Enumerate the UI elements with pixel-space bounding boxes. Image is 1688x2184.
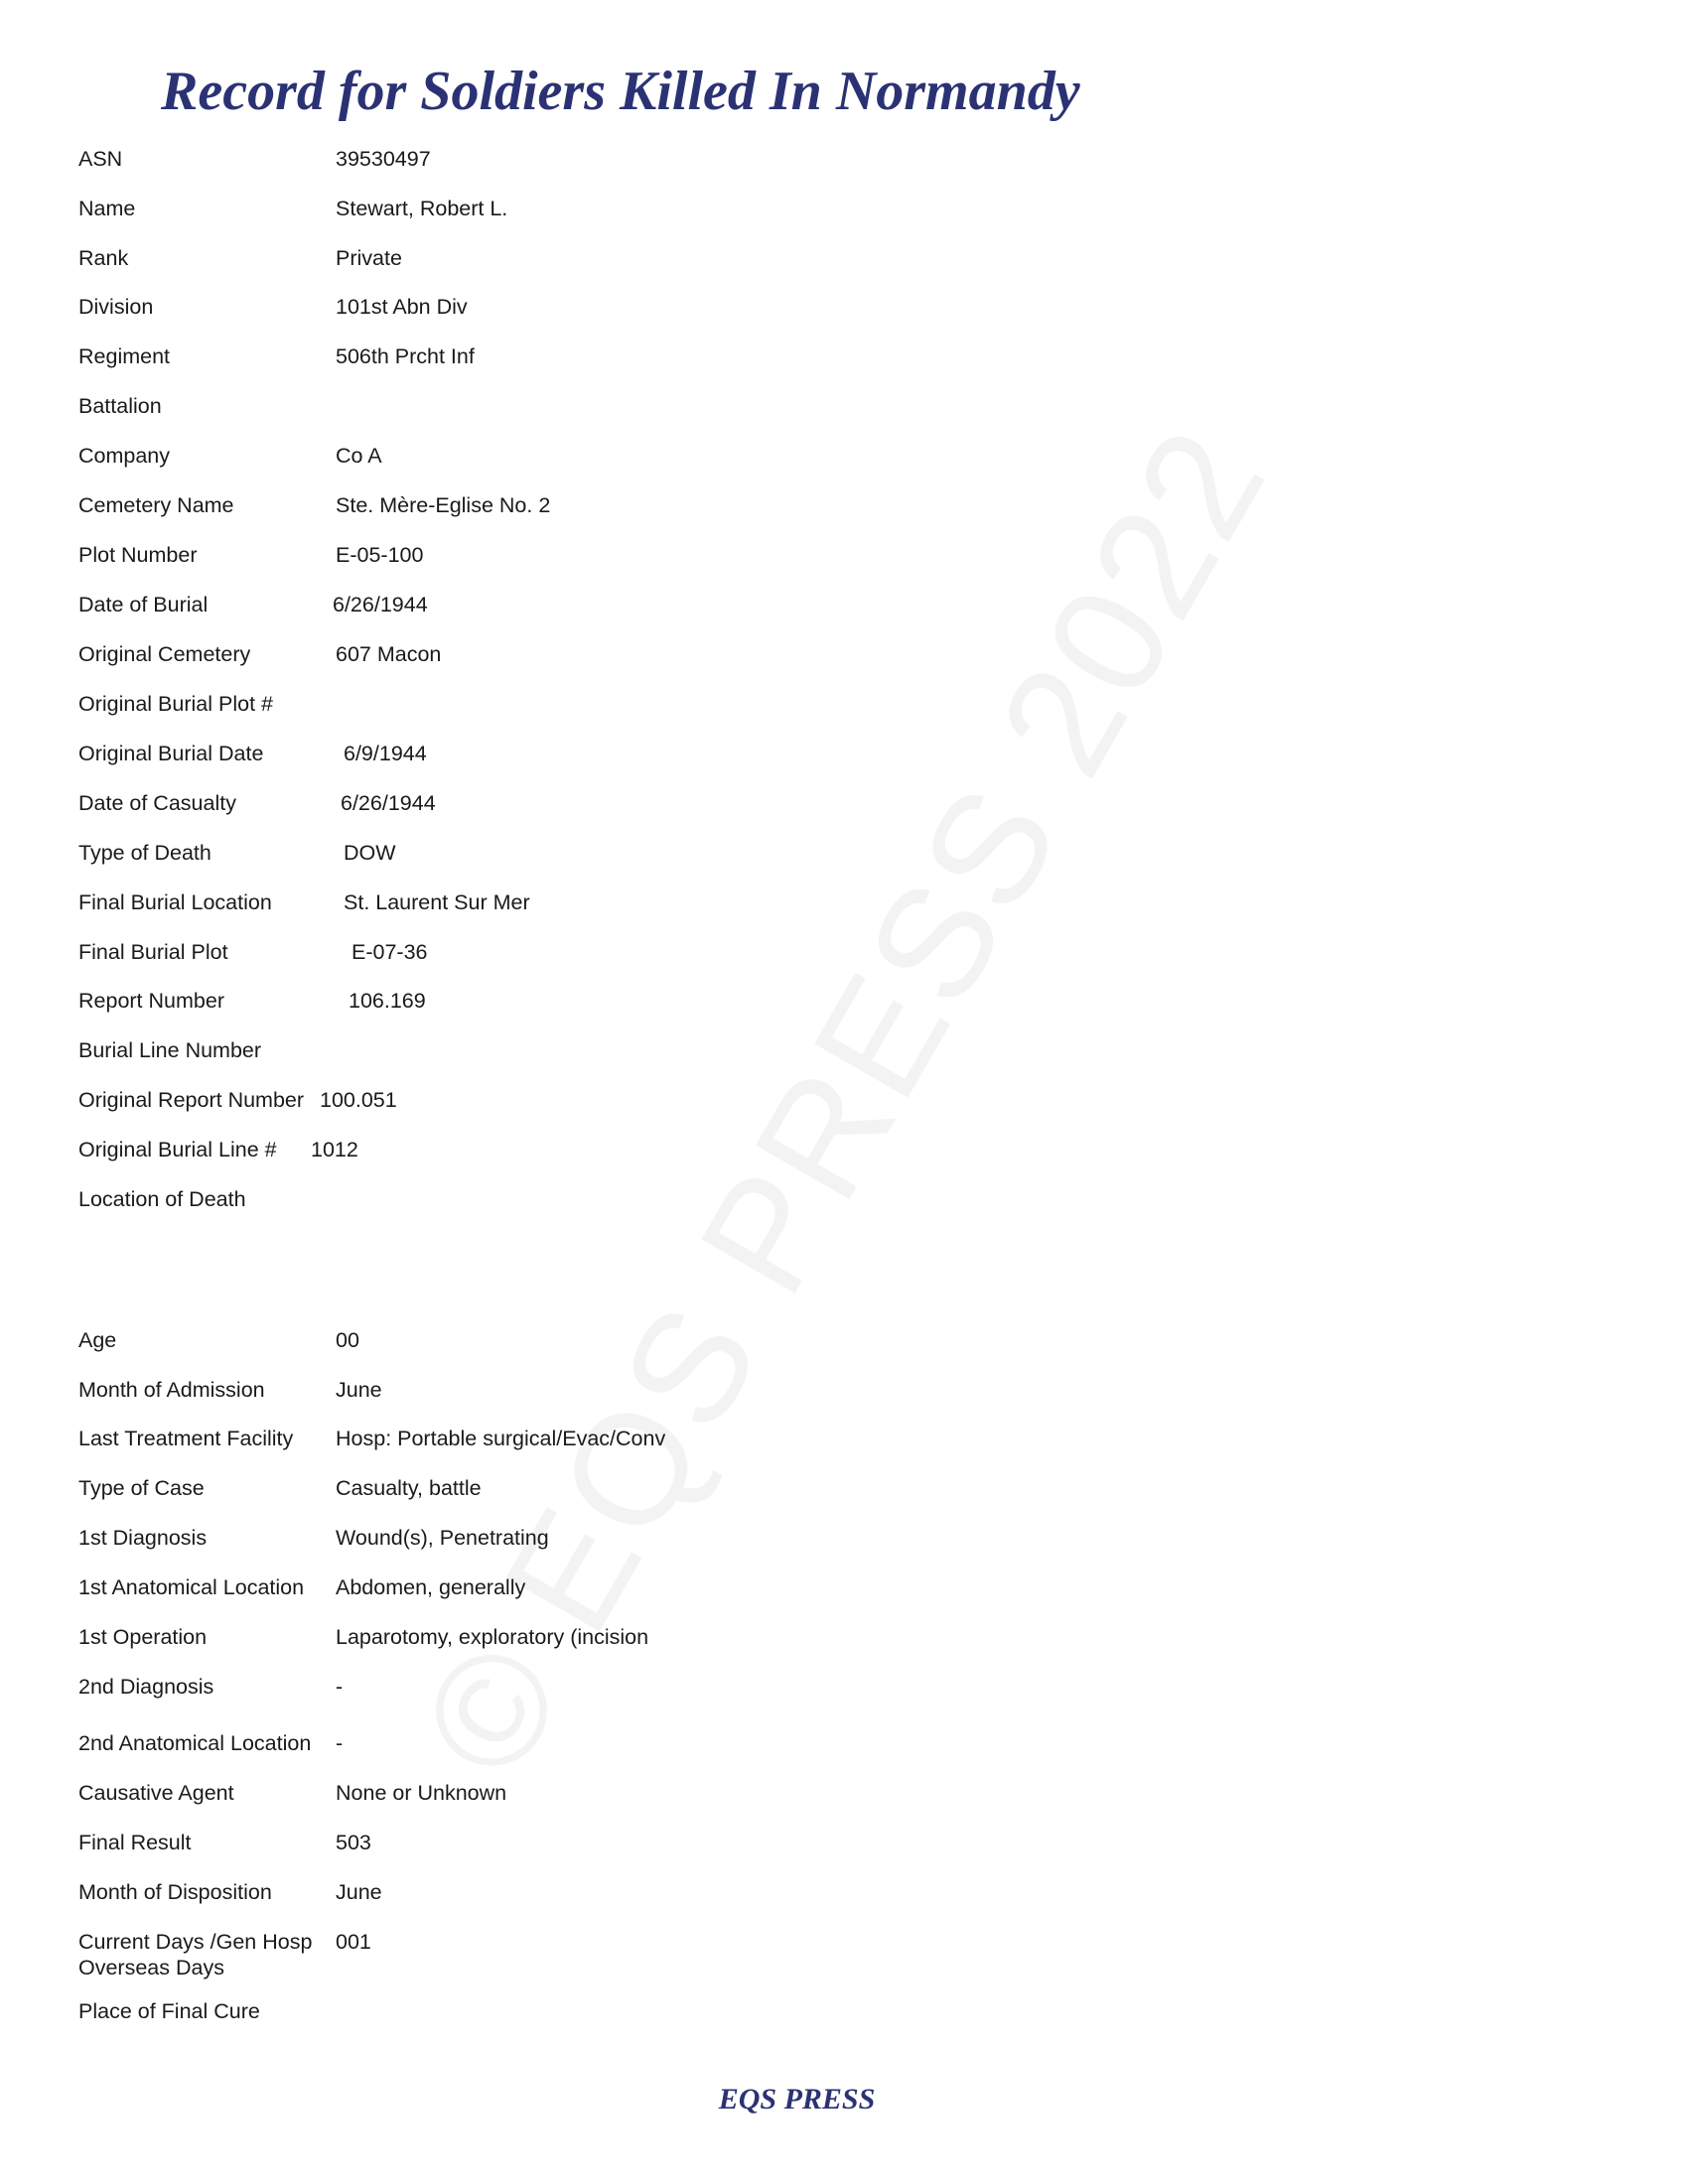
field-label-text: Division xyxy=(78,295,154,319)
field-label-date-of-casualty xyxy=(78,790,236,816)
field-value-type-of-case: Casualty, battle xyxy=(336,1476,482,1500)
field-label-text: Location of Death xyxy=(78,1187,246,1211)
field-value-1st-anatomical-location: Abdomen, generally xyxy=(336,1575,526,1599)
field-value-causative-agent: None or Unknown xyxy=(336,1781,507,1805)
field-value-last-treatment-facility: Hosp: Portable surgical/Evac/Conv xyxy=(336,1427,666,1450)
field-label-original-burial-date xyxy=(78,741,263,766)
field-label-company xyxy=(78,443,170,469)
field-label-last-treatment-facility xyxy=(78,1426,293,1451)
field-label-age xyxy=(78,1327,116,1353)
field-value-final-result: 503 xyxy=(336,1831,371,1854)
field-label-text: ASN xyxy=(78,147,123,171)
field-label-original-burial-line xyxy=(78,1137,277,1162)
field-value-month-of-admission: June xyxy=(336,1378,382,1402)
field-label-text: Regiment xyxy=(78,344,171,368)
field-label-text: Plot Number xyxy=(78,543,198,567)
field-label-text: Type of Death xyxy=(78,841,211,865)
field-label-text: Original Burial Line # xyxy=(78,1138,277,1161)
page-title: Record for Soldiers Killed In Normandy xyxy=(161,61,1080,122)
field-label-final-result xyxy=(78,1830,192,1855)
field-value-date-of-burial: 6/26/1944 xyxy=(333,593,428,616)
field-label-2nd-diagnosis xyxy=(78,1674,213,1700)
field-value-1st-operation: Laparotomy, exploratory (incision xyxy=(336,1625,649,1649)
field-value-cemetery-name: Ste. Mère-Eglise No. 2 xyxy=(336,493,551,517)
field-label-1st-operation xyxy=(78,1624,207,1650)
field-label-name xyxy=(78,196,135,221)
field-label-text: Cemetery Name xyxy=(78,493,234,517)
field-label-text: Company xyxy=(78,444,171,468)
field-label-text: Date of Burial xyxy=(78,593,209,616)
field-value-name: Stewart, Robert L. xyxy=(336,197,508,220)
field-label-battalion xyxy=(78,393,162,419)
field-label-causative-agent xyxy=(78,1780,234,1806)
field-label-text: Final Burial Plot xyxy=(78,940,228,964)
field-label-text: Report Number xyxy=(78,989,224,1013)
field-label-type-of-case xyxy=(78,1475,205,1501)
field-label-text: Name xyxy=(78,197,136,220)
field-value-date-of-casualty: 6/26/1944 xyxy=(341,791,436,815)
field-label-burial-line-number xyxy=(78,1037,261,1063)
field-value-original-cemetery: 607 Macon xyxy=(336,642,442,666)
field-label-text: 2nd Diagnosis xyxy=(78,1675,214,1699)
field-label-month-of-disposition xyxy=(78,1879,272,1905)
field-value-2nd-diagnosis: - xyxy=(336,1675,344,1699)
field-label-text: Date of Casualty xyxy=(78,791,236,815)
field-label-text: Causative Agent xyxy=(78,1781,234,1805)
field-label-text: Month of Admission xyxy=(78,1378,265,1402)
field-label-text: Month of Disposition xyxy=(78,1880,272,1904)
field-label-regiment xyxy=(78,343,170,369)
field-label-1st-anatomical-location xyxy=(78,1574,304,1600)
field-value-rank: Private xyxy=(336,246,402,270)
field-value-final-burial-plot: E-07-36 xyxy=(352,940,428,964)
field-value-original-burial-date: 6/9/1944 xyxy=(344,742,427,765)
field-value-current-days-gen-hosp: 001 xyxy=(336,1930,371,1954)
field-value-final-burial-location: St. Laurent Sur Mer xyxy=(344,890,530,914)
field-label-text-line2: Overseas Days xyxy=(78,1956,224,1979)
footer-publisher: EQS PRESS xyxy=(718,2083,876,2116)
field-label-1st-diagnosis xyxy=(78,1525,207,1551)
field-label-month-of-admission xyxy=(78,1377,265,1403)
field-value-type-of-death: DOW xyxy=(344,841,396,865)
field-value-asn: 39530497 xyxy=(336,147,431,171)
field-label-text: 2nd Anatomical Location xyxy=(78,1731,312,1755)
field-label-plot-number xyxy=(78,542,198,568)
field-value-regiment: 506th Prcht Inf xyxy=(336,344,475,368)
field-label-cemetery-name xyxy=(78,492,234,518)
field-label-text: Final Burial Location xyxy=(78,890,272,914)
field-label-current-days-gen-hosp xyxy=(78,1929,312,1980)
field-label-text: Battalion xyxy=(78,394,162,418)
field-label-text: Type of Case xyxy=(78,1476,205,1500)
field-value-month-of-disposition: June xyxy=(336,1880,382,1904)
field-label-original-burial-plot xyxy=(78,691,273,717)
field-label-text: Rank xyxy=(78,246,129,270)
field-label-text: Original Report Number xyxy=(78,1088,305,1112)
field-value-original-burial-line: 1012 xyxy=(311,1138,358,1161)
field-label-text: Final Result xyxy=(78,1831,192,1854)
field-value-2nd-anatomical-location: - xyxy=(336,1731,344,1755)
field-label-type-of-death xyxy=(78,840,211,866)
field-label-original-report-number xyxy=(78,1087,304,1113)
field-label-date-of-burial xyxy=(78,592,208,617)
field-label-text: 1st Diagnosis xyxy=(78,1526,208,1550)
field-label-text: Burial Line Number xyxy=(78,1038,262,1062)
field-label-division xyxy=(78,294,153,320)
field-label-rank xyxy=(78,245,128,271)
field-label-text: 1st Anatomical Location xyxy=(78,1575,305,1599)
field-label-text: 1st Operation xyxy=(78,1625,208,1649)
field-label-text: Original Cemetery xyxy=(78,642,251,666)
field-label-place-of-final-cure xyxy=(78,1998,260,2024)
field-value-1st-diagnosis: Wound(s), Penetrating xyxy=(336,1526,549,1550)
field-label-2nd-anatomical-location xyxy=(78,1730,311,1756)
field-value-company: Co A xyxy=(336,444,382,468)
field-label-asn xyxy=(78,146,122,172)
field-label-text: Last Treatment Facility xyxy=(78,1427,294,1450)
field-label-report-number xyxy=(78,988,224,1014)
field-label-text: Place of Final Cure xyxy=(78,1999,260,2023)
field-label-final-burial-location xyxy=(78,889,272,915)
field-label-text: Age xyxy=(78,1328,117,1352)
field-label-text: Current Days /Gen Hosp xyxy=(78,1930,313,1954)
field-value-original-report-number: 100.051 xyxy=(320,1088,397,1112)
field-label-text: Original Burial Plot # xyxy=(78,692,273,716)
field-label-text: Original Burial Date xyxy=(78,742,264,765)
field-value-age: 00 xyxy=(336,1328,359,1352)
field-value-plot-number: E-05-100 xyxy=(336,543,424,567)
field-label-final-burial-plot xyxy=(78,939,228,965)
field-value-report-number: 106.169 xyxy=(349,989,426,1013)
field-label-location-of-death xyxy=(78,1186,246,1212)
field-value-division: 101st Abn Div xyxy=(336,295,468,319)
field-label-original-cemetery xyxy=(78,641,250,667)
